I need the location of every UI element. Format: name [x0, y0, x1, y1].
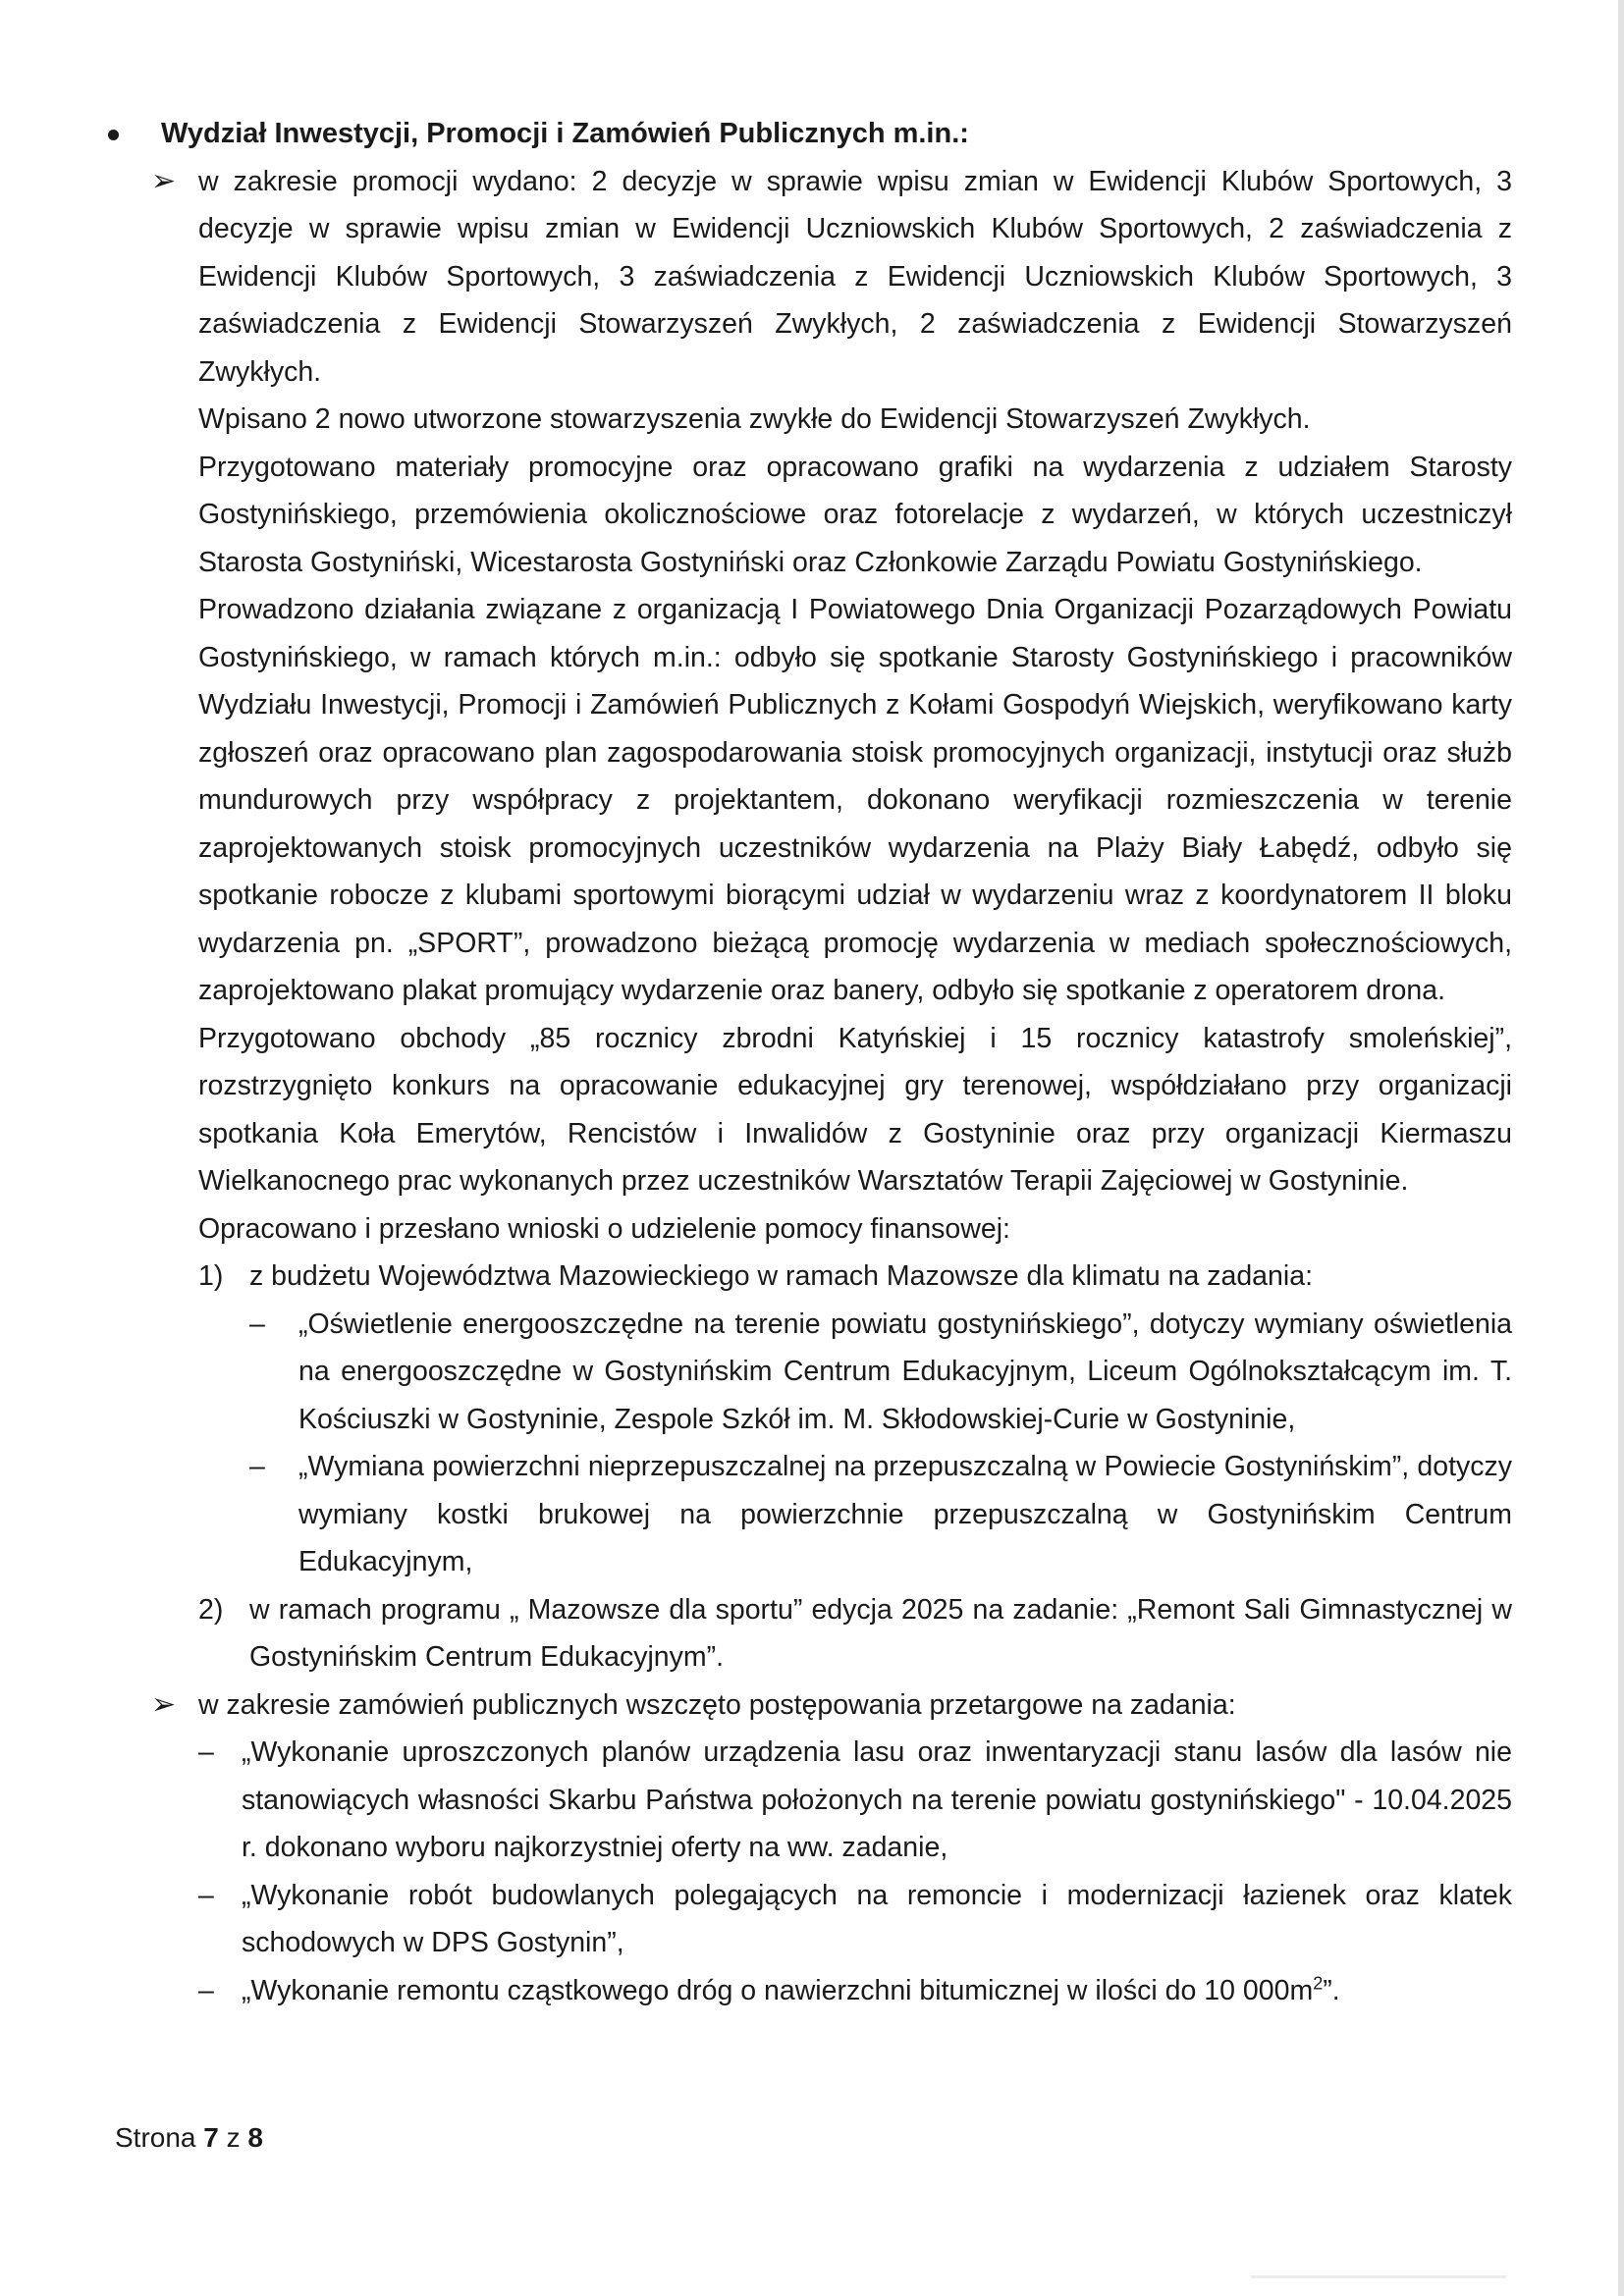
total-pages: 8	[247, 2122, 263, 2153]
arrow-bullet-icon: ➢	[151, 1687, 177, 1721]
dash-bullet: –	[249, 1451, 265, 1482]
paragraph: Prowadzono działania związane z organizacją I Powiatowego Dnia Organizacji Pozarządowych Powiatu Gostynińskiego, w ramach których m.in.: odbyło się spotkanie Starosty Gostynińskiego i pracowników Wydziału Inwestycji, Promocji i Zamówień Publicznych z Kołami Gospodyń Wiejskich, weryfikowano karty zgłoszeń oraz opracowano plan zagospodarowania stoisk promocyjnych organizacji, instytucji oraz służb mundurowych przy współpracy z projektantem, dokonano weryfikacji rozmieszczenia w terenie zaprojektowanych stoisk promocyjnych uczestników wydarzenia na Plaży Biały Łabędź, odbyło się spotkanie robocze z klubami sportowymi biorącymi udział w wydarzeniu wraz z koordynatorem II bloku wydarzenia pn. „SPORT”, prowadzono bieżącą promocję wydarzenia w mediach społecznościowych, zaprojektowano plakat promujący wydarzenie oraz banery, odbyło się spotkanie z operatorem drona.	[198, 594, 1512, 1006]
numbered-list-item	[198, 1586, 1512, 1682]
sub-list	[249, 1301, 1512, 1586]
list-item	[155, 1967, 1512, 2015]
arrow-bullet-icon: ➢	[151, 164, 177, 197]
dash-bullet: –	[198, 1879, 214, 1911]
list-item-text-end: ”.	[1323, 1974, 1340, 2006]
page-number	[115, 2122, 263, 2154]
procurement-section	[108, 1682, 1512, 1730]
list-item	[249, 1301, 1512, 1444]
scan-mark	[1251, 2275, 1506, 2278]
dash-bullet: –	[198, 1974, 214, 2006]
list-number: 2)	[198, 1593, 224, 1626]
paragraph: Przygotowano obchody „85 rocznicy zbrodni Katyńskiej i 15 rocznicy katastrofy smoleńskiej”, rozstrzygnięto konkurs na opracowanie edukacyjnej gry terenowej, współdziałano przy organizacji spotkania Koła Emerytów, Rencistów i Inwalidów z Gostyninie oraz przy organizacji Kiermaszu Wielkanocnego prac wykonanych przez uczestników Warsztatów Terapii Zajęciowej w Gostyninie.	[198, 1022, 1512, 1197]
page-separator: z	[226, 2122, 241, 2153]
list-item	[155, 1729, 1512, 1872]
list-item-text: z budżetu Województwa Mazowieckiego w ramach Mazowsze dla klimatu na zadania:	[249, 1260, 1313, 1292]
list-item	[249, 1443, 1512, 1586]
paragraph: Wpisano 2 nowo utworzone stowarzyszenia zwykłe do Ewidencji Stowarzyszeń Zwykłych.	[198, 403, 1311, 435]
dash-bullet: –	[198, 1736, 214, 1768]
list-item-text: „Wykonanie remontu cząstkowego dróg o nawierzchni bitumicznej w ilości do 10 000m	[242, 1974, 1314, 2006]
current-page: 7	[203, 2122, 219, 2153]
heading-text: Wydział Inwestycji, Promocji i Zamówień Publicznych m.in.:	[161, 118, 969, 149]
procurement-list	[108, 1729, 1512, 2014]
bullet-dot-icon	[108, 130, 119, 140]
paragraph: w zakresie zamówień publicznych wszczęto postępowania przetargowe na zadania:	[198, 1688, 1236, 1721]
scan-edge	[1618, 0, 1624, 2296]
list-number: 1)	[198, 1260, 224, 1292]
dash-bullet: –	[249, 1308, 265, 1340]
list-item-text: „Wykonanie robót budowlanych polegających na remoncie i modernizacji łazienek oraz klatek schodowych w DPS Gostynin”,	[242, 1879, 1512, 1958]
list-item-text: „Oświetlenie energooszczędne na terenie powiatu gostynińskiego”, dotyczy wymiany oświetlenia na energooszczędne w Gostynińskim Centrum Edukacyjnym, Liceum Ogólnokształcącym im. T. Kościuszki w Gostyninie, Zespole Szkół im. M. Skłodowskiej-Curie w Gostyninie,	[298, 1308, 1512, 1435]
numbered-list-item	[198, 1253, 1512, 1586]
superscript: 2	[1313, 1973, 1324, 1993]
paragraph: w zakresie promocji wydano: 2 decyzje w sprawie wpisu zmian w Ewidencji Klubów Sportowych, 3 decyzje w sprawie wpisu zmian w Ewidencji Uczniowskich Klubów Sportowych, 2 zaświadczenia z Ewidencji Klubów Sportowych, 3 zaświadczenia z Ewidencji Uczniowskich Klubów Sportowych, 3 zaświadczenia z Ewidencji Stowarzyszeń Zwykłych, 2 zaświadczenia z Ewidencji Stowarzyszeń Zwykłych.	[198, 165, 1512, 388]
page-label: Strona	[115, 2122, 196, 2153]
section-heading	[108, 110, 1512, 158]
page-content	[108, 110, 1512, 2014]
paragraph: Przygotowano materiały promocyjne oraz opracowano grafiki na wydarzenia z udziałem Starosty Gostynińskiego, przemówienia okolicznościowe oraz fotorelacje z wydarzeń, w których uczestniczył Starosta Gostyniński, Wicestarosta Gostyniński oraz Członkowie Zarządu Powiatu Gostynińskiego.	[198, 451, 1512, 578]
list-item-text: „Wykonanie uproszczonych planów urządzenia lasu oraz inwentaryzacji stanu lasów dla lasów nie stanowiących własności Skarbu Państwa położonych na terenie powiatu gostynińskiego" - 10.04.2025 r. dokonano wyboru najkorzystniej oferty na ww. zadanie,	[242, 1736, 1512, 1863]
list-item	[155, 1872, 1512, 1967]
list-item-text: w ramach programu „ Mazowsze dla sportu” edycja 2025 na zadanie: „Remont Sali Gimnastycznej w Gostynińskim Centrum Edukacyjnym”.	[249, 1593, 1512, 1673]
promotion-section	[108, 158, 1512, 1682]
paragraph: Opracowano i przesłano wnioski o udzielenie pomocy finansowej:	[198, 1212, 1010, 1245]
list-item-text: „Wymiana powierzchni nieprzepuszczalnej na przepuszczalną w Powiecie Gostynińskim”, dotyczy wymiany kostki brukowej na powierzchnie przepuszczalną w Gostynińskim Centrum Edukacyjnym,	[298, 1451, 1512, 1577]
